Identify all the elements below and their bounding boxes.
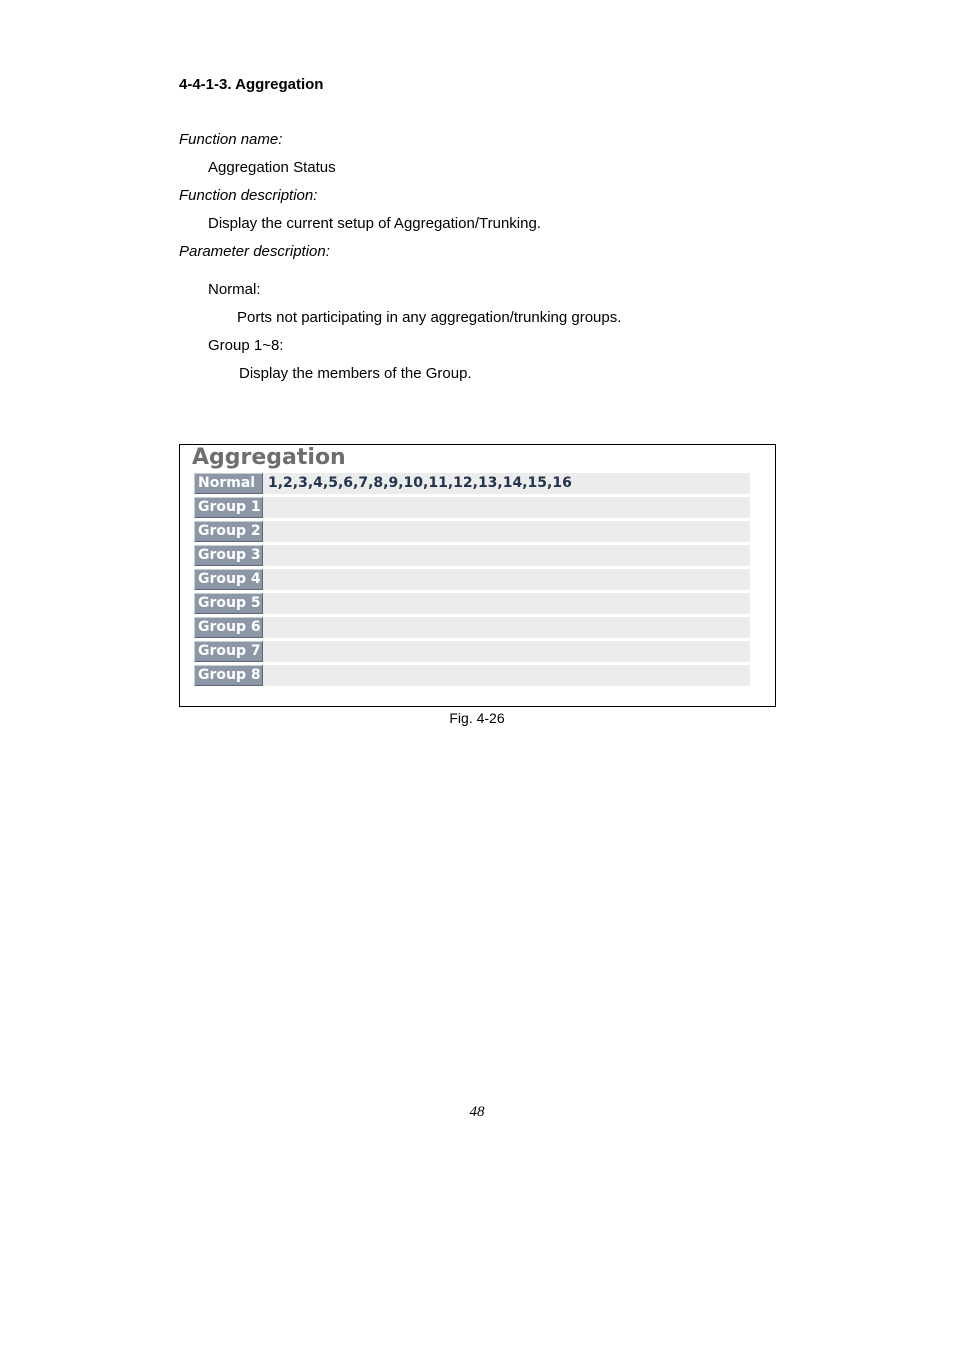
section-title: 4-4-1-3. Aggregation — [179, 76, 324, 93]
row-label: Group 7 — [194, 641, 263, 662]
aggregation-row-group-4 — [194, 569, 750, 590]
aggregation-row-group-8 — [194, 665, 750, 686]
function-name-label: Function name: — [179, 131, 283, 148]
aggregation-row-group-7 — [194, 641, 750, 662]
figure-caption: Fig. 4-26 — [449, 710, 505, 726]
row-label: Group 1 — [194, 497, 263, 518]
aggregation-row-group-2 — [194, 521, 750, 542]
panel-title: Aggregation — [192, 445, 346, 470]
row-value: 1,2,3,4,5,6,7,8,9,10,11,12,13,14,15,16 — [268, 475, 572, 491]
aggregation-row-normal — [194, 473, 750, 494]
param-group-desc: Display the members of the Group. — [239, 365, 472, 382]
aggregation-row-group-1 — [194, 497, 750, 518]
row-label: Group 4 — [194, 569, 263, 590]
function-name-value: Aggregation Status — [208, 159, 336, 176]
param-normal-desc: Ports not participating in any aggregation/trunking groups. — [237, 309, 622, 326]
row-label: Group 8 — [194, 665, 263, 686]
parameter-description-label: Parameter description: — [179, 243, 330, 260]
aggregation-figure — [179, 444, 776, 707]
row-label: Group 3 — [194, 545, 263, 566]
page-number: 48 — [469, 1104, 485, 1120]
row-label: Group 5 — [194, 593, 263, 614]
aggregation-row-group-5 — [194, 593, 750, 614]
row-label: Group 6 — [194, 617, 263, 638]
param-normal-name: Normal: — [208, 281, 261, 298]
function-description-label: Function description: — [179, 187, 318, 204]
row-label: Group 2 — [194, 521, 263, 542]
aggregation-row-group-6 — [194, 617, 750, 638]
row-label: Normal — [194, 473, 263, 494]
aggregation-row-group-3 — [194, 545, 750, 566]
function-description-value: Display the current setup of Aggregation/Trunking. — [208, 215, 541, 232]
param-group-name: Group 1~8: — [208, 337, 284, 354]
